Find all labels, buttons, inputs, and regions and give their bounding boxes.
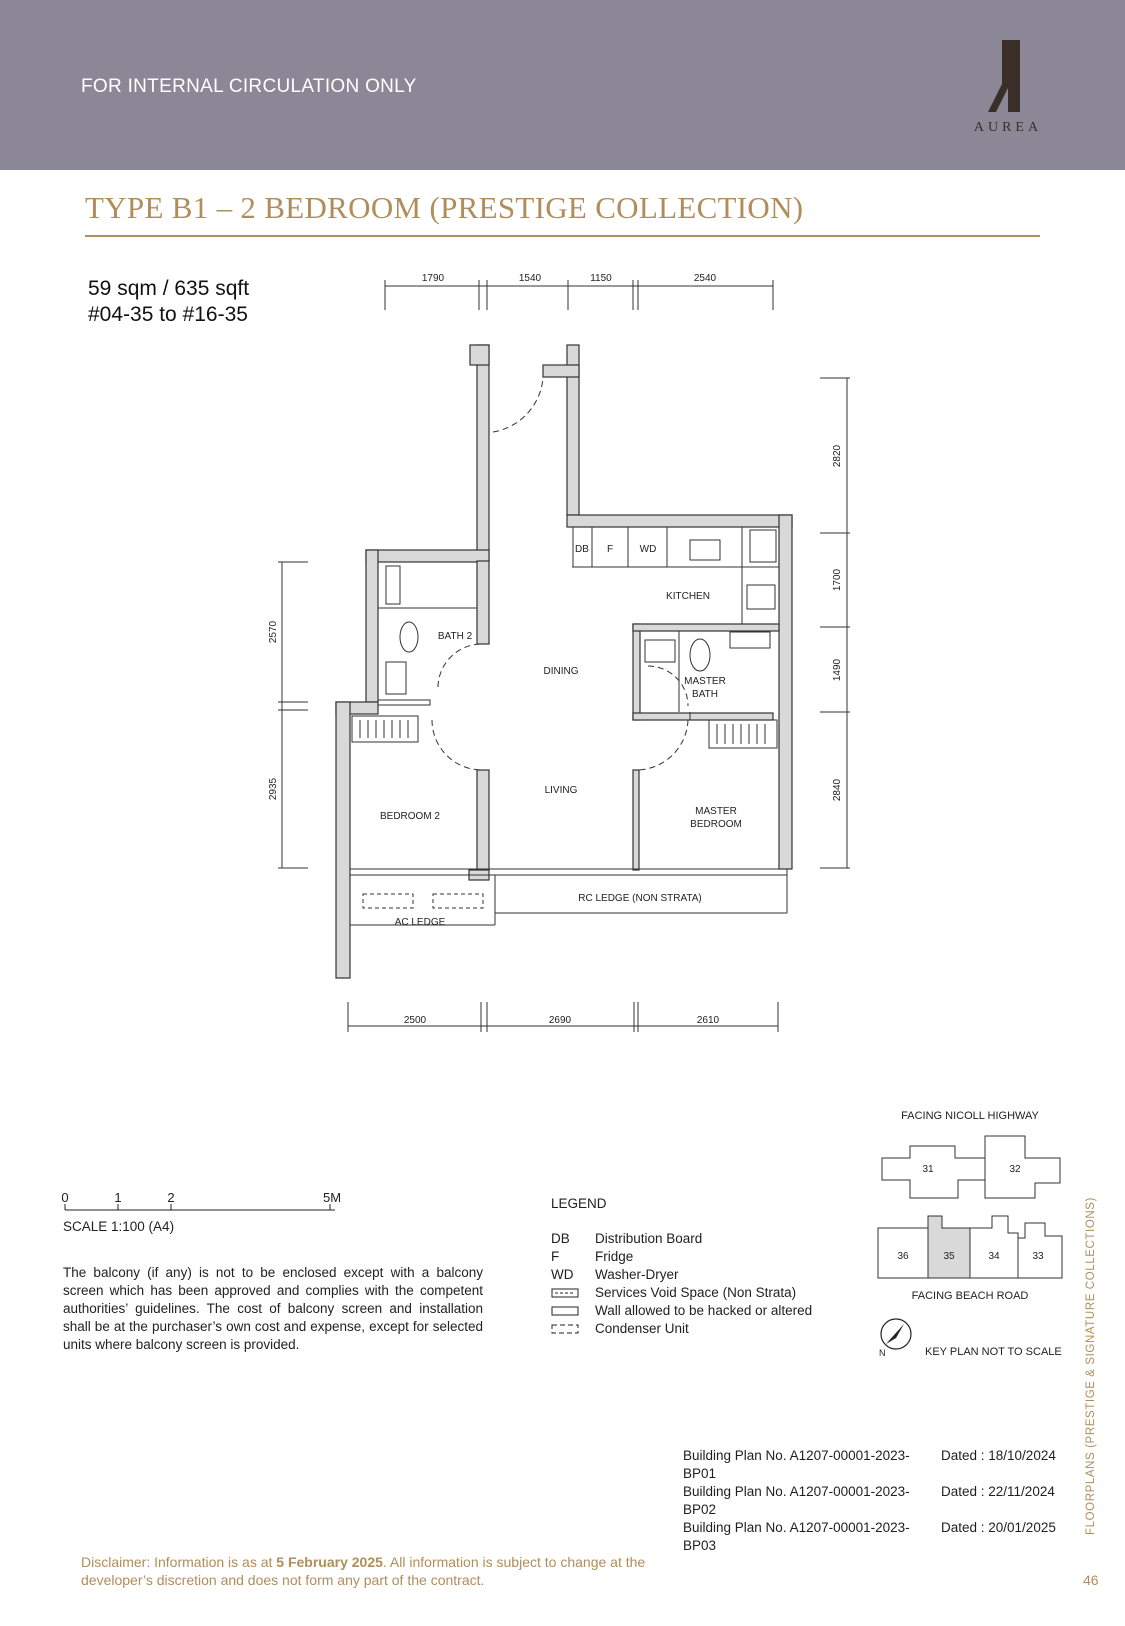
wall-master-bed-left (633, 770, 639, 870)
side-section-label: FLOORPLANS (PRESTIGE & SIGNATURE COLLECTIONS) (1085, 1197, 1097, 1535)
wall-left (336, 702, 350, 978)
scale-tick-2: 2 (167, 1190, 175, 1205)
legend-label: Services Void Space (Non Strata) (595, 1285, 797, 1300)
wall-bath2-top (366, 550, 489, 562)
north-label: N (879, 1348, 886, 1358)
label-fridge: F (606, 544, 614, 555)
keyplan-unit-34 (970, 1216, 1018, 1278)
scale-bar (55, 1190, 355, 1220)
wall-master-bath-left (633, 624, 640, 720)
key-plan (870, 1128, 1070, 1288)
building-plan-no: Building Plan No. A1207-00001-2023-BP03 (683, 1520, 910, 1553)
bed2-door (432, 720, 482, 770)
master-bath-door (648, 666, 688, 706)
keyplan-note: KEY PLAN NOT TO SCALE (925, 1346, 1062, 1358)
label-db: DB (575, 544, 589, 555)
master-bed-door (636, 720, 688, 770)
keyplan-label-32: 32 (1009, 1164, 1021, 1175)
building-plan-row (683, 1519, 1056, 1555)
keyplan-unit-35 (928, 1216, 970, 1278)
keyplan-facing-bottom: FACING BEACH ROAD (911, 1290, 1029, 1302)
dim-top-4: 2540 (693, 273, 717, 284)
disclaimer-suffix: . All information is subject to change at the developer’s discretion and does not form any part of the contract. (81, 1554, 646, 1588)
page-title: TYPE B1 – 2 BEDROOM (PRESTIGE COLLECTION) (85, 190, 804, 225)
legend-label: Fridge (595, 1249, 634, 1264)
building-plan-row (683, 1447, 1056, 1483)
scale-tick-5: 5M (322, 1190, 342, 1205)
disclaimer (81, 1553, 681, 1589)
building-plan-row (683, 1483, 1056, 1519)
label-washer-dryer: WD (639, 544, 657, 555)
dim-right-4: 2840 (832, 778, 843, 802)
legend-title: LEGEND (551, 1196, 607, 1211)
wall-bed2-right (477, 770, 489, 870)
wall-right (779, 515, 792, 869)
wall-bath2-left (366, 550, 378, 702)
legend-label: Washer-Dryer (595, 1267, 679, 1282)
keyplan-label-31: 31 (922, 1164, 934, 1175)
unit-numbers: #04-35 to #16-35 (88, 303, 248, 326)
label-living: LIVING (544, 785, 578, 796)
balcony-note: The balcony (if any) is not to be enclosed except with a balcony screen which has been approved and complies with the competent authorities’ guidelines. The cost of balcony screen and installation shall be at the purchaser’s own cost and expense, except for selected units where balcony screen is provided. (63, 1265, 483, 1352)
label-master-bedroom-1: MASTER (695, 806, 737, 817)
legend-item (551, 1302, 812, 1320)
legend-item (551, 1266, 812, 1284)
keyplan-label-34: 34 (988, 1251, 1000, 1262)
wall-entry-left (477, 345, 489, 561)
keyplan-label-36: 36 (897, 1251, 909, 1262)
scale-tick-0: 0 (61, 1190, 69, 1205)
legend-label: Distribution Board (595, 1231, 703, 1246)
label-bedroom2: BEDROOM 2 (379, 811, 441, 822)
dim-left-1: 2570 (268, 620, 279, 644)
building-plan-date: Dated : 22/11/2024 (941, 1484, 1055, 1499)
building-plan-no: Building Plan No. A1207-00001-2023-BP02 (683, 1484, 910, 1517)
legend-label: Wall allowed to be hacked or altered (595, 1303, 813, 1318)
building-plan-date: Dated : 20/01/2025 (941, 1520, 1056, 1535)
page-number: 46 (1083, 1572, 1099, 1588)
keyplan-label-35: 35 (943, 1251, 955, 1262)
dim-right-3: 1490 (832, 658, 843, 682)
hackable-wall-icon (551, 1306, 579, 1316)
label-master-bath-2: BATH (692, 689, 718, 700)
legend-item (551, 1230, 812, 1248)
label-kitchen: KITCHEN (666, 591, 710, 602)
dim-top-3: 1150 (590, 273, 612, 284)
label-bath2: BATH 2 (437, 631, 473, 642)
building-plans (683, 1447, 1056, 1555)
keyplan-unit-32 (985, 1136, 1060, 1198)
circulation-notice: FOR INTERNAL CIRCULATION ONLY (81, 76, 417, 97)
condenser-2 (433, 894, 483, 908)
label-ac-ledge: AC LEDGE (394, 917, 446, 928)
condenser-unit-icon (551, 1324, 579, 1334)
scale-tick-1: 1 (114, 1190, 122, 1205)
wall-kitchen-top (567, 515, 792, 527)
dim-top-2: 1540 (518, 273, 542, 284)
label-rc-ledge: RC LEDGE (NON STRATA) (578, 893, 702, 904)
scale-caption: SCALE 1:100 (A4) (63, 1219, 175, 1234)
condenser-1 (363, 894, 413, 908)
legend-key: DB (551, 1231, 570, 1246)
building-plan-no: Building Plan No. A1207-00001-2023-BP01 (683, 1448, 910, 1481)
disclaimer-date: 5 February 2025 (276, 1554, 383, 1570)
keyplan-label-33: 33 (1032, 1251, 1044, 1262)
dim-bottom-3: 2610 (696, 1015, 720, 1026)
dim-bottom-1: 2500 (403, 1015, 427, 1026)
legend-label: Condenser Unit (595, 1321, 689, 1336)
building-plan-date: Dated : 18/10/2024 (941, 1448, 1056, 1463)
keyplan-facing-top: FACING NICOLL HIGHWAY (901, 1110, 1039, 1122)
label-master-bedroom-2: BEDROOM (690, 819, 742, 830)
unit-area: 59 sqm / 635 sqft (88, 277, 250, 300)
label-master-bath-1: MASTER (684, 676, 726, 687)
bath2-door (438, 644, 480, 690)
legend-key: WD (551, 1267, 574, 1282)
brand-name: AUREA (973, 120, 1043, 135)
dim-left-2: 2935 (268, 777, 279, 801)
legend-key: F (551, 1249, 560, 1264)
label-dining: DINING (543, 666, 579, 677)
void-space-icon (551, 1288, 579, 1298)
disclaimer-prefix: Disclaimer: Information is as at (81, 1554, 277, 1570)
dim-bottom-2: 2690 (548, 1015, 572, 1026)
dim-right-1: 2820 (832, 444, 843, 468)
legend-item (551, 1284, 812, 1302)
legend (551, 1230, 812, 1338)
north-arrow-icon (874, 1314, 918, 1358)
dim-right-2: 1700 (832, 568, 843, 592)
dim-top-1: 1790 (421, 273, 445, 284)
entry-door (493, 378, 543, 432)
legend-item (551, 1248, 812, 1266)
legend-item (551, 1320, 812, 1338)
